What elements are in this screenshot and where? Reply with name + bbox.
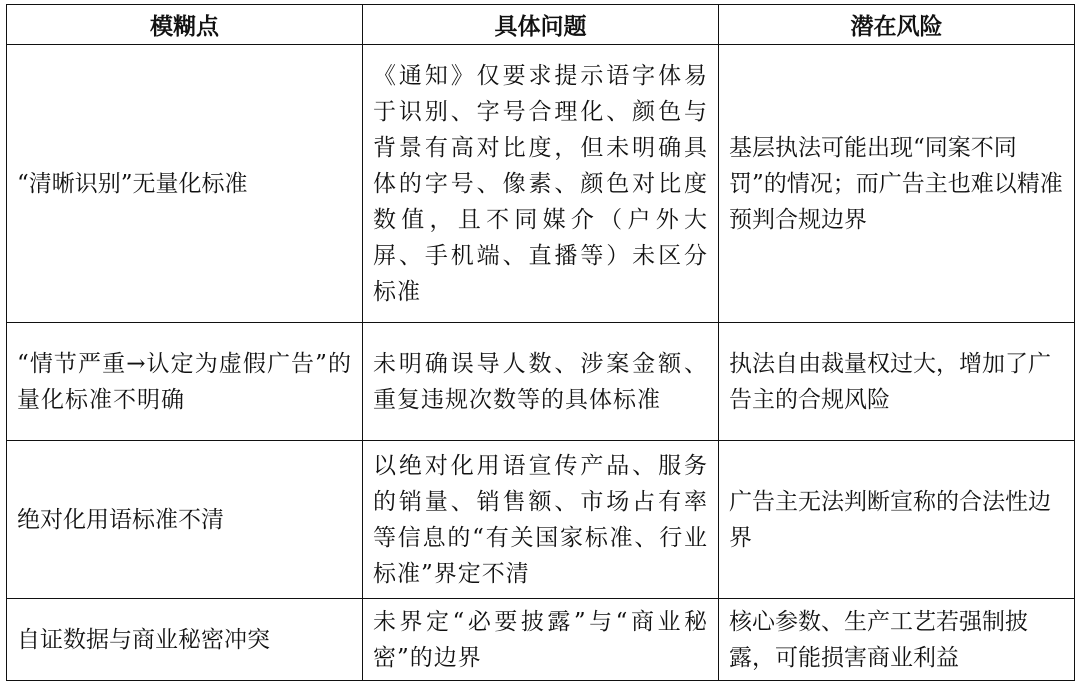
cell-fuzzy-point: 绝对化用语标准不清 bbox=[7, 441, 363, 599]
table-row bbox=[7, 599, 1075, 681]
cell-potential-risk: 核心参数、生产工艺若强制披露，可能损害商业利益 bbox=[719, 599, 1075, 681]
table-row bbox=[7, 45, 1075, 323]
cell-fuzzy-point: “清晰识别”无量化标准 bbox=[7, 45, 363, 323]
header-row bbox=[7, 5, 1075, 45]
cell-potential-risk: 广告主无法判断宣称的合法性边界 bbox=[719, 441, 1075, 599]
cell-specific-issue: 以绝对化用语宣传产品、服务的销量、销售额、市场占有率等信息的“有关国家标准、行业标准”界定不清 bbox=[363, 441, 719, 599]
table-row bbox=[7, 323, 1075, 441]
header-potential-risk: 潜在风险 bbox=[719, 5, 1075, 45]
cell-fuzzy-point: “情节严重→认定为虚假广告”的量化标准不明确 bbox=[7, 323, 363, 441]
cell-specific-issue: 未界定“必要披露”与“商业秘密”的边界 bbox=[363, 599, 719, 681]
table-row bbox=[7, 441, 1075, 599]
cell-potential-risk: 基层执法可能出现“同案不同罚”的情况；而广告主也难以精准预判合规边界 bbox=[719, 45, 1075, 323]
cell-specific-issue: 《通知》仅要求提示语字体易于识别、字号合理化、颜色与背景有高对比度，但未明确具体的字号、像素、颜色对比度数值，且不同媒介（户外大屏、手机端、直播等）未区分标准 bbox=[363, 45, 719, 323]
cell-potential-risk: 执法自由裁量权过大，增加了广告主的合规风险 bbox=[719, 323, 1075, 441]
fuzzy-points-table bbox=[6, 4, 1075, 681]
cell-fuzzy-point: 自证数据与商业秘密冲突 bbox=[7, 599, 363, 681]
cell-specific-issue: 未明确误导人数、涉案金额、重复违规次数等的具体标准 bbox=[363, 323, 719, 441]
header-fuzzy-point: 模糊点 bbox=[7, 5, 363, 45]
header-specific-issue: 具体问题 bbox=[363, 5, 719, 45]
